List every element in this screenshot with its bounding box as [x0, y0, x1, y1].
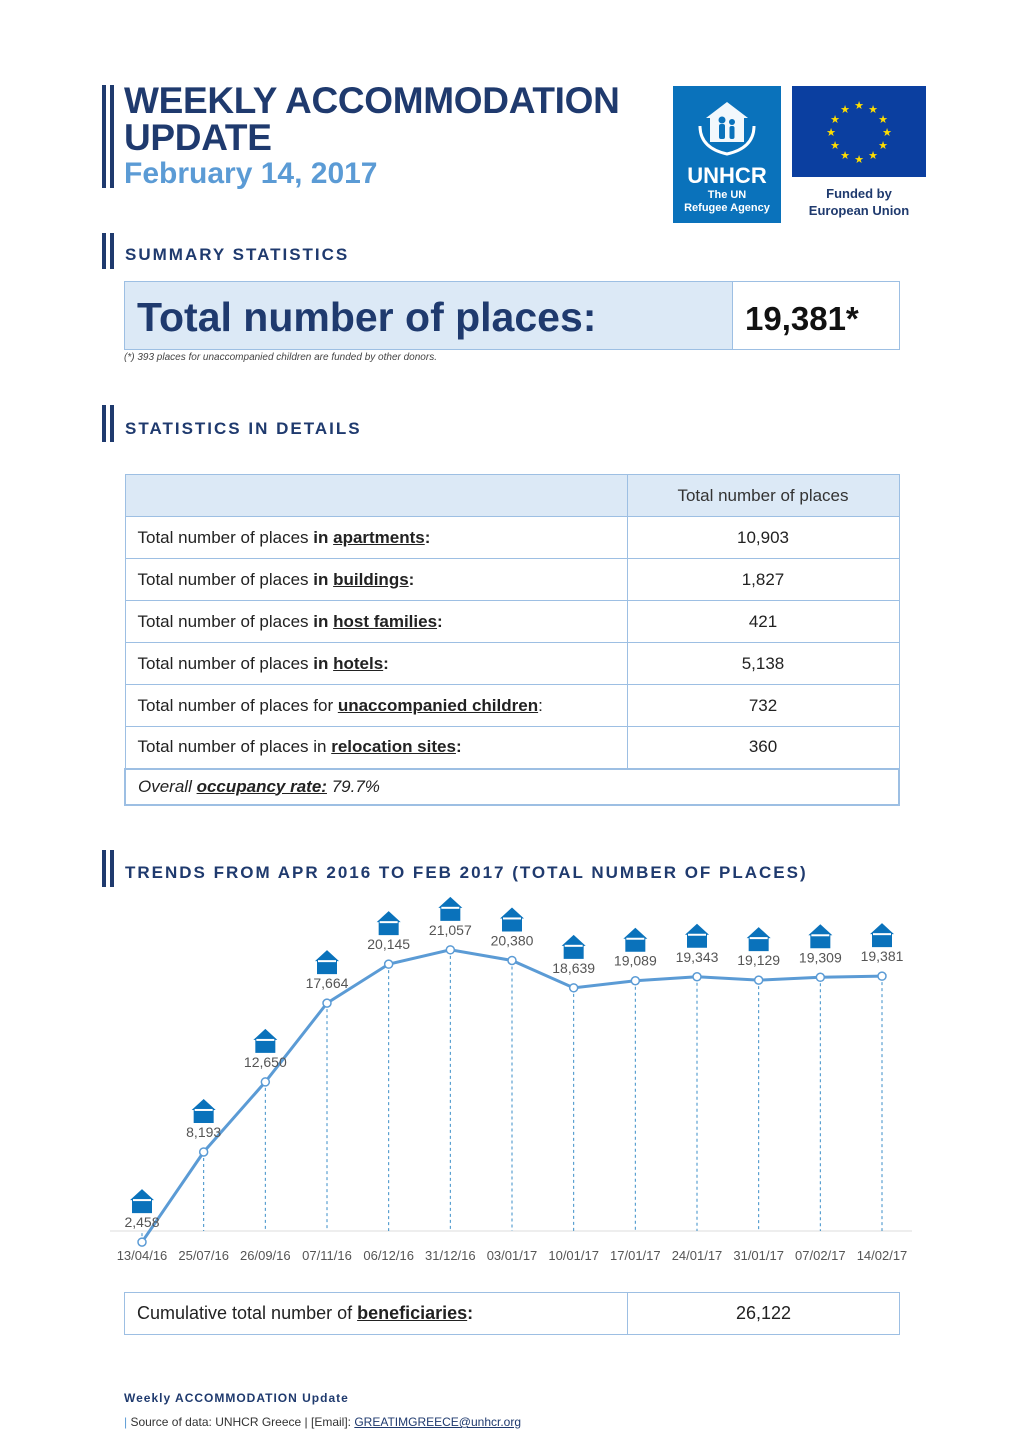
- svg-text:★: ★: [840, 103, 850, 116]
- details-header-empty: [125, 475, 627, 517]
- house-icon-stripe: [811, 934, 829, 936]
- row-value: 1,827: [627, 559, 899, 601]
- unhcr-logo: [673, 86, 781, 223]
- data-label: 19,129: [737, 952, 781, 969]
- house-icon-stripe: [133, 1199, 151, 1201]
- data-point: [878, 972, 886, 980]
- row-label-suffix: :: [408, 569, 415, 589]
- x-tick-label: 03/01/17: [486, 1248, 538, 1263]
- svg-text:★: ★: [826, 126, 836, 139]
- eu-flag-logo: [792, 86, 926, 177]
- details-accent-bars: [102, 405, 114, 442]
- data-point: [755, 976, 763, 984]
- summary-footnote: (*) 393 places for unaccompanied children are funded by other donors.: [124, 352, 437, 363]
- row-label-keyword: relocation sites: [331, 737, 456, 757]
- trend-chart: [100, 895, 924, 1275]
- house-icon: [192, 1099, 216, 1123]
- footer-source: [124, 1415, 521, 1429]
- footer-email-label: | [Email]:: [301, 1415, 355, 1429]
- occupancy-keyword: occupancy rate:: [196, 776, 327, 796]
- data-label: 19,343: [675, 948, 719, 965]
- house-icon: [500, 907, 524, 931]
- data-label: 19,089: [613, 952, 657, 969]
- row-label-conj: in: [313, 653, 329, 673]
- row-label: [125, 727, 627, 769]
- unhcr-subtitle-line-2: Refugee Agency: [684, 202, 770, 214]
- total-places-value-cell: [732, 282, 899, 349]
- occupancy-value: 79.7%: [326, 776, 380, 796]
- row-label-suffix: :: [383, 653, 389, 673]
- data-label: 2,458: [124, 1214, 160, 1231]
- data-label: 12,650: [243, 1053, 287, 1070]
- x-tick-label: 10/01/17: [548, 1248, 599, 1263]
- row-label-conj: in: [313, 569, 329, 589]
- house-icon: [253, 1029, 277, 1053]
- total-places-value: 19,381*: [745, 300, 859, 337]
- house-icon-stripe: [380, 921, 398, 923]
- svg-text:★: ★: [878, 113, 888, 126]
- document-title: WEEKLY ACCOMMODATION UPDATE: [124, 80, 620, 158]
- house-icon-stripe: [503, 917, 521, 919]
- details-column-header: Total number of places: [627, 475, 899, 517]
- house-icon: [685, 924, 709, 948]
- details-section-title: STATISTICS IN DETAILS: [125, 419, 362, 438]
- unhcr-subtitle: [673, 189, 781, 215]
- eu-caption-line-1: Funded by: [826, 186, 892, 201]
- eu-caption: [790, 185, 928, 219]
- row-label-keyword: apartments: [333, 527, 425, 547]
- table-row: [125, 517, 899, 559]
- data-point: [261, 1078, 269, 1086]
- house-icon-stripe: [688, 934, 706, 936]
- occupancy-row: [125, 769, 899, 805]
- row-label-conj: in: [313, 527, 329, 547]
- row-label-prefix: Total number of places in: [137, 737, 332, 757]
- row-label-suffix: :: [538, 695, 543, 715]
- data-point: [508, 956, 516, 964]
- data-point: [323, 999, 331, 1007]
- house-icon-stripe: [195, 1109, 213, 1111]
- title-accent-bars: [102, 85, 114, 188]
- svg-text:★: ★: [868, 149, 878, 162]
- occupancy-prefix: Overall: [138, 776, 197, 796]
- data-point: [446, 946, 454, 954]
- house-icon-stripe: [256, 1039, 274, 1041]
- x-tick-label: 06/12/16: [363, 1248, 414, 1263]
- data-label: 19,381: [860, 948, 904, 965]
- occupancy-cell: [125, 769, 899, 805]
- footer-source-value: UNHCR Greece: [215, 1415, 302, 1429]
- house-icon-stripe: [441, 907, 459, 909]
- beneficiaries-label: [125, 1293, 628, 1335]
- footer-pipe: |: [124, 1415, 131, 1429]
- beneficiaries-table: [124, 1292, 900, 1335]
- data-label: 20,145: [367, 936, 411, 953]
- row-label: [125, 601, 627, 643]
- data-label: 8,193: [186, 1123, 222, 1140]
- table-row: [125, 727, 899, 769]
- house-icon-stripe: [318, 960, 336, 962]
- trends-accent-bars: [102, 850, 114, 887]
- data-point: [138, 1238, 146, 1246]
- house-icon-stripe: [626, 938, 644, 940]
- house-icon: [562, 935, 586, 959]
- house-icon-stripe: [750, 937, 768, 939]
- x-tick-label: 07/02/17: [795, 1248, 846, 1263]
- house-icon: [808, 924, 832, 948]
- data-point: [631, 977, 639, 985]
- summary-section-title: SUMMARY STATISTICS: [125, 245, 350, 264]
- row-label: [125, 685, 627, 727]
- row-label-conj: in: [313, 611, 329, 631]
- trends-section-title: TRENDS FROM APR 2016 TO FEB 2017 (TOTAL NUMBER OF PLACES): [125, 863, 808, 882]
- house-icon-stripe: [873, 933, 891, 935]
- row-label-keyword: hotels: [333, 653, 384, 673]
- unhcr-subtitle-line-1: The UN: [707, 189, 747, 201]
- footer-title: Weekly ACCOMMODATION Update: [124, 1391, 349, 1405]
- row-value: 732: [627, 685, 899, 727]
- svg-text:★: ★: [854, 99, 864, 112]
- summary-accent-bars: [102, 233, 114, 269]
- beneficiaries-value: 26,122: [628, 1293, 900, 1335]
- data-point: [200, 1148, 208, 1156]
- table-row: [125, 643, 899, 685]
- unhcr-name: UNHCR: [687, 163, 767, 188]
- data-point: [816, 973, 824, 981]
- x-tick-label: 24/01/17: [671, 1248, 723, 1263]
- document-date: February 14, 2017: [124, 157, 378, 190]
- beneficiaries-prefix: Cumulative total number of: [137, 1303, 358, 1323]
- beneficiaries-suffix: :: [467, 1303, 474, 1323]
- x-tick-label: 17/01/17: [610, 1248, 661, 1263]
- row-label-prefix: Total number of places: [137, 611, 314, 631]
- row-label-keyword: buildings: [333, 569, 409, 589]
- data-label: 21,057: [428, 921, 472, 938]
- row-label: [125, 559, 627, 601]
- data-label: 17,664: [305, 975, 349, 992]
- data-label: 20,380: [490, 932, 534, 949]
- x-tick-label: 07/11/16: [302, 1248, 352, 1263]
- row-label-prefix: Total number of places: [137, 653, 314, 673]
- row-label-prefix: Total number of places for: [137, 695, 338, 715]
- x-tick-label: 25/07/16: [178, 1248, 229, 1263]
- row-label-prefix: Total number of places: [137, 569, 314, 589]
- details-table: [124, 474, 900, 806]
- svg-text:★: ★: [878, 139, 888, 152]
- unhcr-emblem-icon: [692, 96, 762, 160]
- svg-text:★: ★: [882, 126, 892, 139]
- svg-text:★: ★: [840, 149, 850, 162]
- data-label: 18,639: [552, 959, 596, 976]
- x-tick-label: 26/09/16: [240, 1248, 291, 1263]
- svg-text:★: ★: [830, 139, 840, 152]
- svg-text:★: ★: [830, 113, 840, 126]
- eu-stars-icon: [792, 86, 926, 177]
- row-value: 10,903: [627, 517, 899, 559]
- row-label-keyword: unaccompanied children: [337, 695, 539, 715]
- row-value: 360: [627, 727, 899, 769]
- data-point: [385, 960, 393, 968]
- table-row: [125, 601, 899, 643]
- svg-text:★: ★: [868, 103, 878, 116]
- house-icon: [130, 1189, 154, 1213]
- x-tick-label: 31/12/16: [425, 1248, 476, 1263]
- row-label-keyword: host families: [333, 611, 438, 631]
- data-label: 19,309: [798, 949, 842, 966]
- row-value: 5,138: [627, 643, 899, 685]
- row-label-suffix: :: [437, 611, 443, 631]
- table-row: [125, 559, 899, 601]
- summary-box: [124, 281, 900, 350]
- details-header-row: [125, 475, 899, 517]
- svg-text:★: ★: [854, 153, 864, 166]
- data-point: [693, 973, 701, 981]
- house-icon-stripe: [565, 945, 583, 947]
- row-label-suffix: :: [455, 737, 462, 757]
- eu-caption-line-2: European Union: [808, 203, 910, 218]
- table-row: [125, 685, 899, 727]
- row-value: 421: [627, 601, 899, 643]
- data-point: [570, 984, 578, 992]
- house-icon: [747, 927, 771, 951]
- x-tick-label: 14/02/17: [856, 1248, 908, 1263]
- total-places-label: Total number of places:: [137, 294, 597, 340]
- beneficiaries-keyword: beneficiaries: [357, 1303, 468, 1323]
- series-line: [142, 950, 882, 1242]
- row-label-prefix: Total number of places: [137, 527, 314, 547]
- footer-email-link[interactable]: GREATIMGREECE@unhcr.org: [354, 1415, 522, 1429]
- x-tick-label: 13/04/16: [116, 1248, 168, 1263]
- row-label: [125, 643, 627, 685]
- row-label-suffix: :: [424, 527, 431, 547]
- house-icon: [377, 911, 401, 935]
- footer-source-label: Source of data:: [130, 1415, 216, 1429]
- x-tick-label: 31/01/17: [733, 1248, 784, 1263]
- table-row: [125, 1293, 900, 1335]
- row-label: [125, 517, 627, 559]
